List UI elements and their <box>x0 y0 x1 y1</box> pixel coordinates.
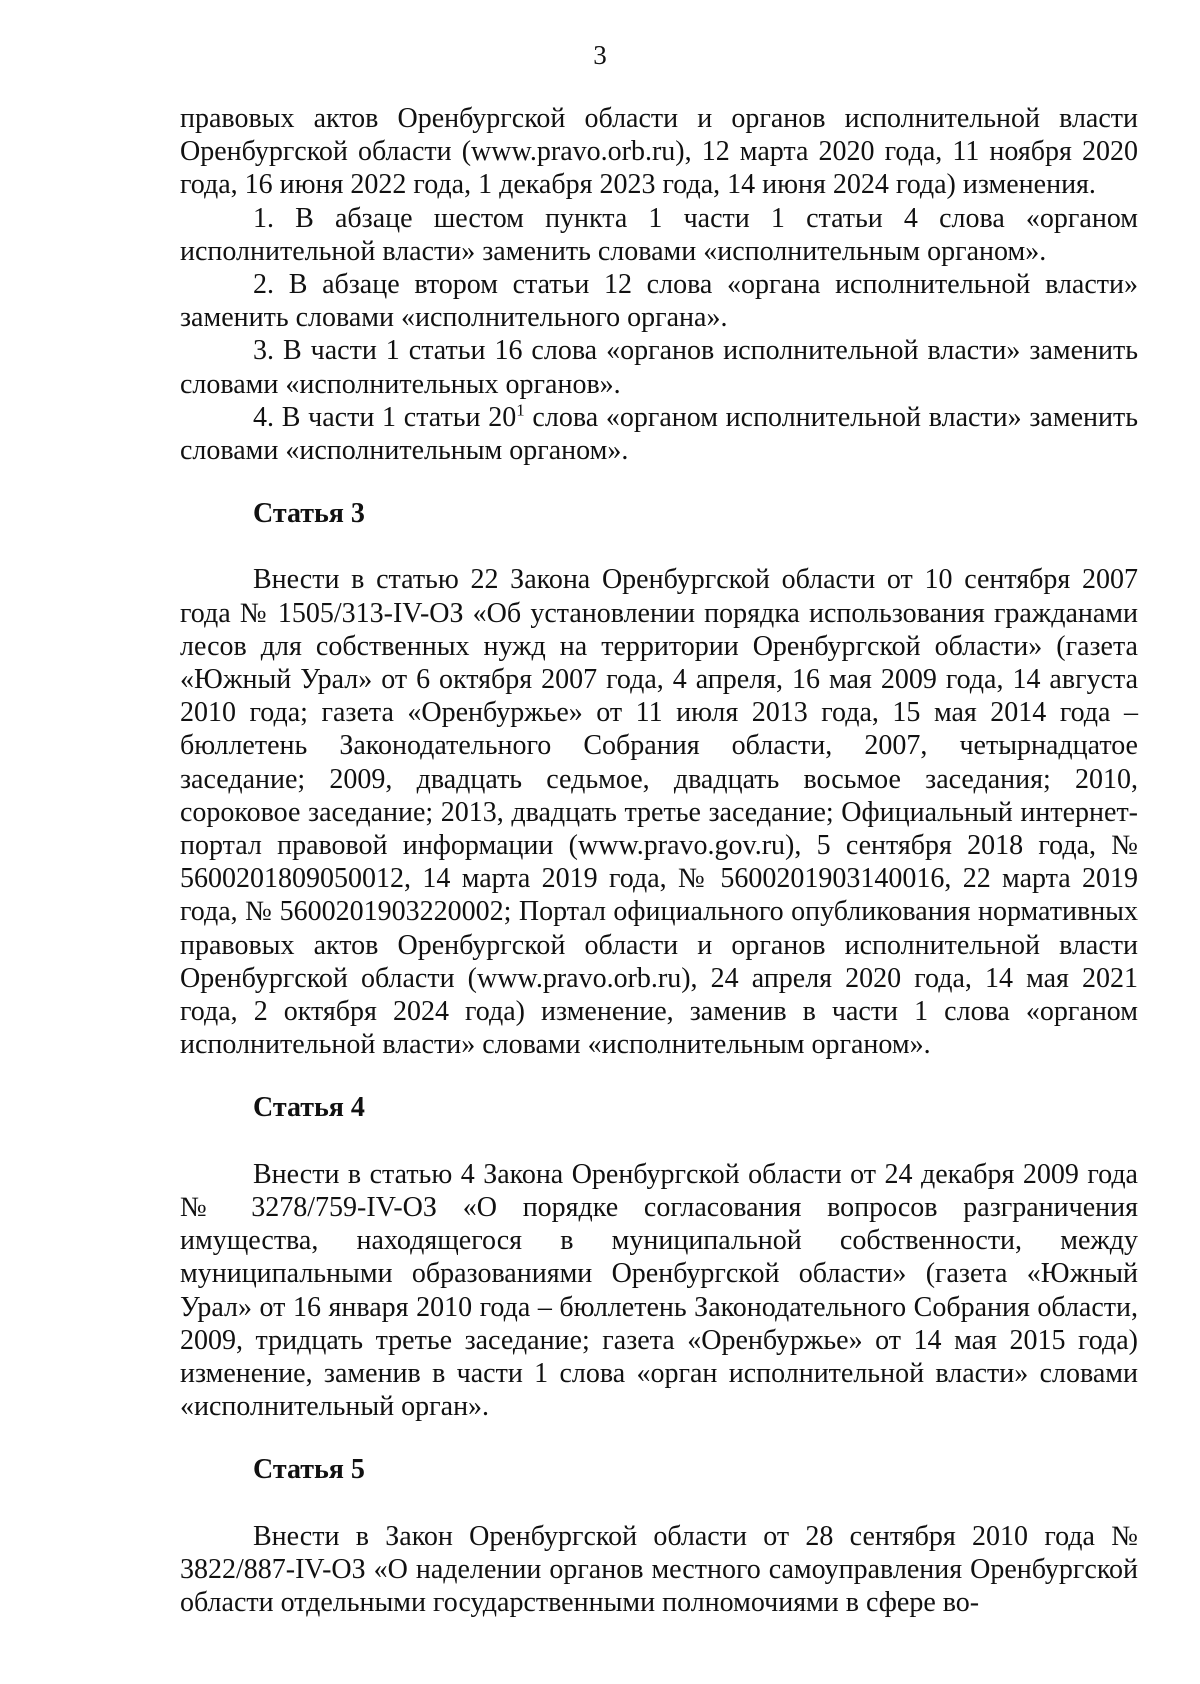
document-body <box>180 102 1138 1619</box>
list-item-text: В абзаце шестом пункта 1 части 1 статьи 4 слова «органом исполнительной власти» заменить словами «исполнительным органом». <box>180 202 1139 267</box>
page-number: 3 <box>593 40 607 70</box>
list-item-text-before: В части 1 статьи 20 <box>281 401 517 433</box>
list-item-2 <box>180 268 1138 334</box>
list-item-3 <box>180 334 1138 400</box>
list-item-number: 1. <box>253 202 274 234</box>
list-item-number: 3. <box>253 335 274 367</box>
superscript-index: 1 <box>516 400 525 420</box>
list-item-text-after: слова «органом исполнительной власти» заменить словами «исполнительным органом». <box>180 401 1138 467</box>
article-4-heading: Статья 4 <box>253 1092 365 1124</box>
list-item-text: В абзаце втором статьи 12 слова «органа исполнительной власти» заменить словами «исполнительного органа». <box>180 269 1139 334</box>
article-4-text: Внести в статью 4 Закона Оренбургской области от 24 декабря 2009 года № 3278/759-IV-ОЗ «О порядке согласования вопросов разграничения имущества, находящегося в муниципальной собственности, между муниципальными образованиями Оренбургской области» (газета «Южный Урал» от 16 января 2010 года – бюллетень Законодательного Собрания области, 2009, тридцать третье заседание; газета «Оренбуржье» от 14 мая 2015 года) изменение, заменив в части 1 слова «орган исполнительной власти» словами «исполнительный орган». <box>180 1158 1138 1423</box>
list-item-number: 2. <box>253 269 274 301</box>
article-5-text: Внести в Закон Оренбургской области от 28 сентября 2010 года № 3822/887-IV-ОЗ «О наделении органов местного самоуправления Оренбургской области отдельными государственными полномочиями в сфере во- <box>180 1520 1138 1618</box>
article-3-heading: Статья 3 <box>253 498 365 530</box>
article-5-heading: Статья 5 <box>253 1454 365 1486</box>
continuation-paragraph: правовых актов Оренбургской области и органов исполнительной власти Оренбургской области (www.pravo.orb.ru), 12 марта 2020 года, 11 ноября 2020 года, 16 июня 2022 года, 1 декабря 2023 года, 14 июня 2024 года) изменения. <box>180 103 1138 201</box>
list-item-1 <box>180 202 1138 268</box>
list-item-number: 4. <box>253 401 274 433</box>
article-3-text: Внести в статью 22 Закона Оренбургской области от 10 сентября 2007 года № 1505/313-IV-ОЗ «Об установлении порядка использования гражданами лесов для собственных нужд на территории Оренбургской области» (газета «Южный Урал» от 6 октября 2007 года, 4 апреля, 16 мая 2009 года, 14 августа 2010 года; газета «Оренбуржье» от 11 июля 2013 года, 15 мая 2014 года – бюллетень Законодательного Собрания области, 2007, четырнадцатое заседание; 2009, двадцать седьмое, двадцать восьмое заседания; 2010, сороковое заседание; 2013, двадцать третье заседание; Официальный интернет-портал правовой информации (www.pravo.gov.ru), 5 сентября 2018 года, № 5600201809050012, 14 марта 2019 года, № 5600201903140016, 22 марта 2019 года, № 5600201903220002; Портал официального опубликования нормативных правовых актов Оренбургской области и органов исполнительной власти Оренбургской области (www.pravo.orb.ru), 24 апреля 2020 года, 14 мая 2021 года, 2 октября 2024 года) изменение, заменив в части 1 слова «органом исполнительной власти» словами «исполнительным органом». <box>180 564 1138 1061</box>
list-item-text: В части 1 статьи 16 слова «органов исполнительной власти» заменить словами «исполнительных органов». <box>180 335 1138 400</box>
list-item-4 <box>180 401 1138 467</box>
